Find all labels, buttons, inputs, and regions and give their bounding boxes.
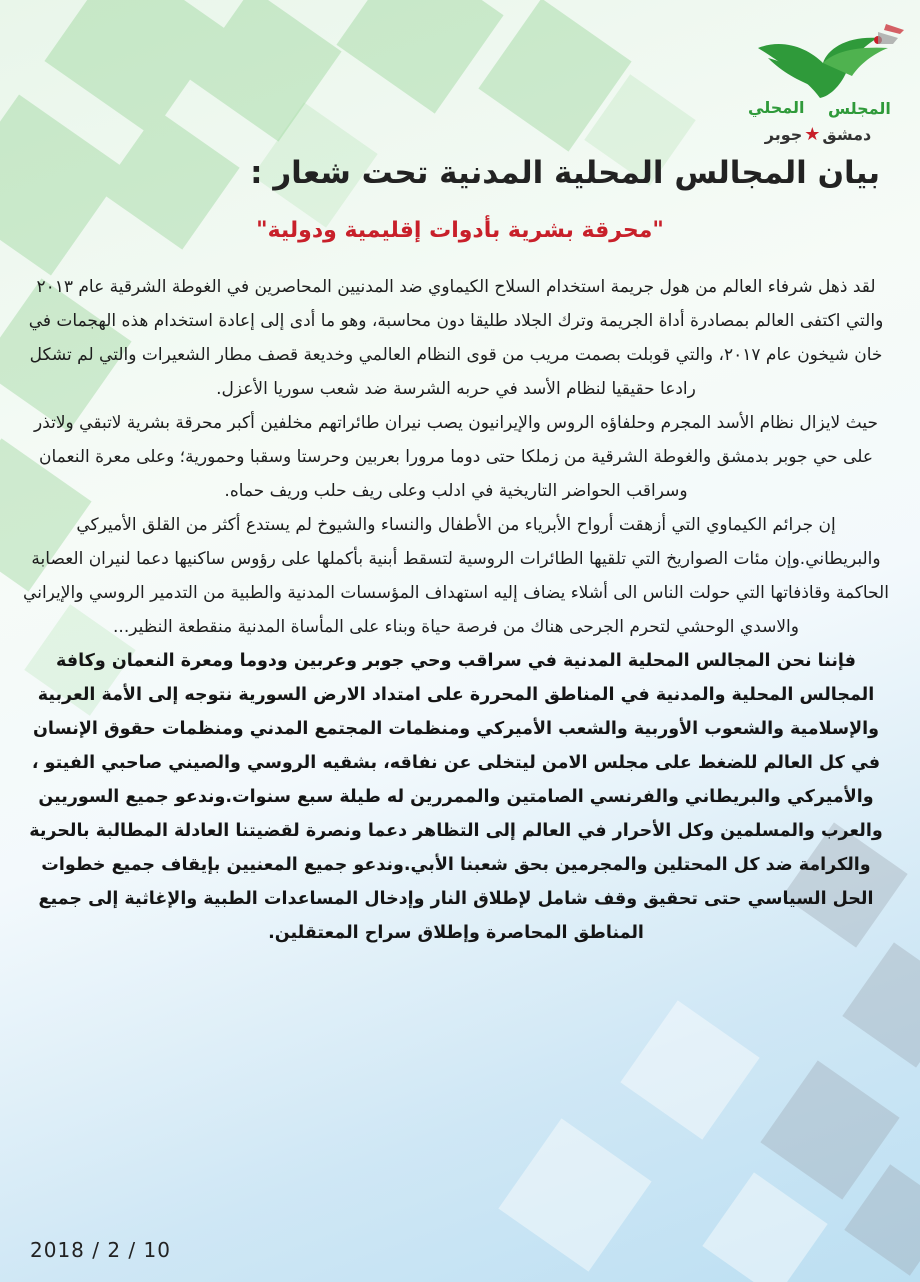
logo-word-local: المحلي	[748, 98, 805, 117]
star-icon: ★	[804, 124, 821, 145]
paragraph-1: لقد ذهل شرفاء العالم من هول جريمة استخدام السلاح الكيماوي ضد المدنيين المحاصرين في الغوطة الشرقية عام ٢٠١٣ والتي اكتفى العالم بمصادرة أداة الجريمة وترك الجلاد طليقا دون محاسبة، وهو ما أدى إلى إعادة استخدام هذه الهجمات في خان شيخون عام ٢٠١٧، والتي قوبلت بصمت مريب من قوى النظام العالمي وخديعة قصف مطار الشعيرات والتي لم تشكل رادعا حقيقيا لنظام الأسد في حربه الشرسة ضد شعب سوريا الأعزل.	[28, 277, 884, 399]
logo-word-council: المجلس	[828, 99, 891, 118]
logo-city-right: دمشق	[822, 125, 872, 144]
bird-emblem-icon	[728, 18, 908, 108]
statement-title: بيان المجالس المحلية المدنية تحت شعار :	[250, 155, 880, 191]
logo-city-left: جوبر	[764, 125, 803, 144]
paragraph-2: حيث لايزال نظام الأسد المجرم وحلفاؤه الروس والإيرانيون يصب نيران طائراتهم مخلفين أكبر محرقة بشرية لاتبقي ولاتذر على حي جوبر بدمشق والغوطة الشرقية من زملكا حتى دوما مرورا بعربين وحرستا وسقبا وحمورية؛ وعلى معرة النعمان وسراقب الحواضر التاريخية في ادلب وعلى ريف حلب وريف حماه.	[34, 413, 878, 501]
paragraph-4: فإننا نحن المجالس المحلية المدنية في سراقب وحي جوبر وعربين ودوما ومعرة النعمان وكافة المجالس المحلية والمدنية في المناطق المحررة على امتداد الارض السورية نتوجه إلى الأمة العربية والإسلامية والشعوب الأوربية والشعب الأميركي ومنظمات المجتمع المدني ومنظمات حقوق الإنسان في كل العالم للضغط على مجلس الامن ليتخلى عن نفاقه، بشقيه الروسي والصيني صاحبي الفيتو ، والأميركي والبريطاني والفرنسي الصامتين والممررين له طيلة سبع سنوات.وندعو جميع السوريين والعرب والمسلمين وكل الأحرار في العالم إلى التظاهر دعما ونصرة لقضيتنا العادلة المطالبة بالحرية والكرامة ضد كل المحتلين والمجرمين بحق شعبنا الأبي.وندعو جميع المعنيين بإيقاف جميع خطوات الحل السياسي حتى تحقيق وقف شامل لإطلاق النار وإدخال المساعدات الطبية والإغاثية إلى جميع المناطق المحاصرة وإطلاق سراح المعتقلين.	[29, 651, 883, 943]
logo-city	[728, 124, 908, 145]
council-logo	[728, 18, 908, 153]
paragraph-3: إن جرائم الكيماوي التي أزهقت أرواح الأبرياء من الأطفال والنساء والشيوخ لم يستدع أكثر من القلق الأميركي والبريطاني.وإن مئات الصواريخ التي تلقيها الطائرات الروسية لتسقط أبنية بأكملها على رؤوس ساكنيها دعما لنيران العصابة الحاكمة وقاذفاتها التي حولت الناس الى أشلاء يضاف إليه استهداف المؤسسات المدنية والطبية من التدمير الروسي والإيراني والاسدي الوحشي لتحرم الجرحى هناك من فرصة حياة وبناء على المأساة المدنية منقطعة النظير...	[23, 515, 889, 637]
statement-slogan: "محرقة بشرية بأدوات إقليمية ودولية"	[256, 218, 664, 243]
statement-body	[22, 270, 890, 950]
statement-date: 2018 / 2 / 10	[30, 1238, 171, 1262]
